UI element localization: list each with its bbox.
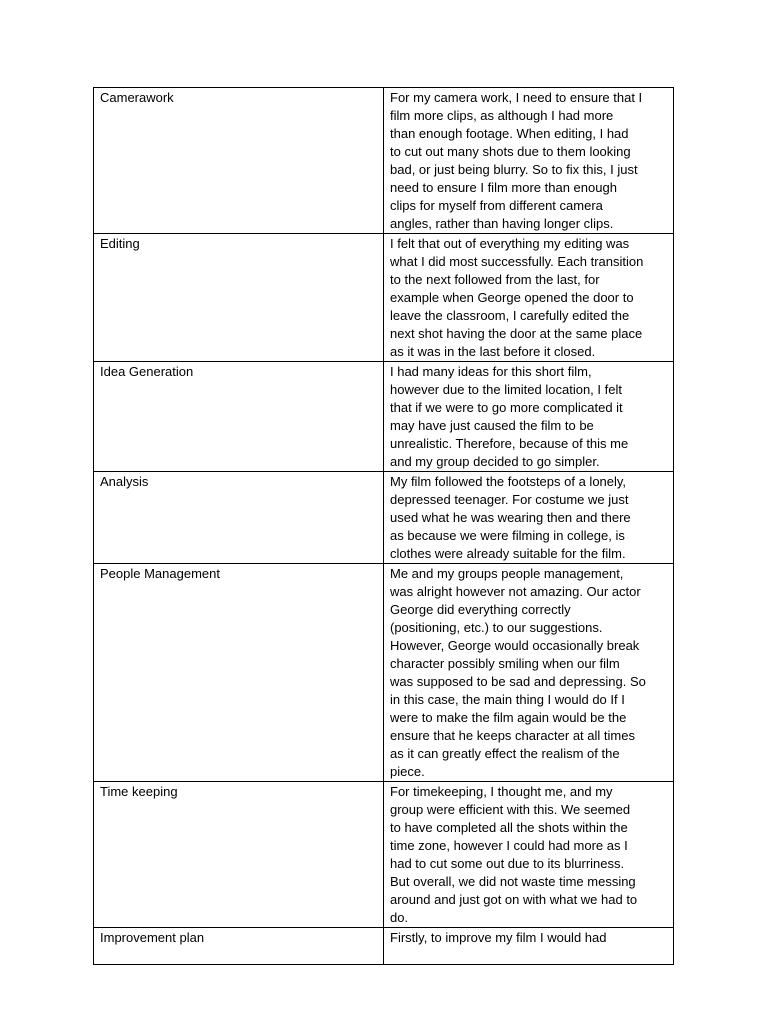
- text-line: However, George would occasionally break: [390, 638, 640, 653]
- table-row: [94, 234, 674, 362]
- text-line: were to make the film again would be the: [390, 710, 627, 725]
- text-line: But overall, we did not waste time messing: [390, 874, 636, 889]
- text-line: as it can greatly effect the realism of the: [390, 746, 620, 761]
- text-line: clothes were already suitable for the film.: [390, 546, 626, 561]
- text-line: do.: [390, 910, 409, 925]
- row-text: [384, 782, 674, 928]
- text-line: ensure that he keeps character at all times: [390, 728, 635, 743]
- text-line: group were efficient with this. We seemed: [390, 802, 631, 817]
- text-line: in this case, the main thing I would do If I: [390, 692, 625, 707]
- text-line: (positioning, etc.) to our suggestions.: [390, 620, 603, 635]
- row-text: [384, 234, 674, 362]
- text-line: may have just caused the film to be: [390, 418, 594, 433]
- text-line: around and just got on with what we had to: [390, 892, 638, 907]
- text-line: I had many ideas for this short film,: [390, 364, 592, 379]
- text-line: George did everything correctly: [390, 602, 571, 617]
- row-text: [384, 88, 674, 234]
- text-line: film more clips, as although I had more: [390, 108, 614, 123]
- row-label: Idea Generation: [94, 362, 384, 472]
- table-row: [94, 564, 674, 782]
- text-line: as because we were filming in college, is: [390, 528, 625, 543]
- row-label: Improvement plan: [94, 928, 384, 965]
- text-line: as it was in the last before it closed.: [390, 344, 596, 359]
- text-line: what I did most successfully. Each transition: [390, 254, 644, 269]
- text-line: angles, rather than having longer clips.: [390, 216, 614, 231]
- text-line: Firstly, to improve my film I would had: [390, 930, 607, 945]
- text-line: depressed teenager. For costume we just: [390, 492, 629, 507]
- table-row: [94, 362, 674, 472]
- text-line: was supposed to be sad and depressing. So: [390, 674, 646, 689]
- text-line: Me and my groups people management,: [390, 566, 624, 581]
- evaluation-table: [93, 87, 674, 965]
- text-line: to cut out many shots due to them looking: [390, 144, 631, 159]
- row-text: [384, 362, 674, 472]
- text-line: however due to the limited location, I felt: [390, 382, 622, 397]
- row-label: Camerawork: [94, 88, 384, 234]
- text-line: to the next followed from the last, for: [390, 272, 600, 287]
- evaluation-table-body: [94, 88, 674, 965]
- text-line: was alright however not amazing. Our actor: [390, 584, 641, 599]
- text-line: used what he was wearing then and there: [390, 510, 631, 525]
- row-text: [384, 472, 674, 564]
- row-label: Editing: [94, 234, 384, 362]
- text-line: unrealistic. Therefore, because of this me: [390, 436, 629, 451]
- text-line: and my group decided to go simpler.: [390, 454, 600, 469]
- text-line: example when George opened the door to: [390, 290, 634, 305]
- table-row: [94, 88, 674, 234]
- text-line: had to cut some out due to its blurriness.: [390, 856, 625, 871]
- text-line: piece.: [390, 764, 425, 779]
- text-line: My film followed the footsteps of a lonely,: [390, 474, 627, 489]
- table-row: [94, 928, 674, 965]
- text-line: bad, or just being blurry. So to fix this, I just: [390, 162, 638, 177]
- row-label: People Management: [94, 564, 384, 782]
- text-line: to have completed all the shots within the: [390, 820, 628, 835]
- table-row: [94, 472, 674, 564]
- row-text: [384, 564, 674, 782]
- table-row: [94, 782, 674, 928]
- text-line: I felt that out of everything my editing was: [390, 236, 630, 251]
- text-line: next shot having the door at the same place: [390, 326, 643, 341]
- text-line: clips for myself from different camera: [390, 198, 603, 213]
- row-text: [384, 928, 674, 965]
- row-label: Analysis: [94, 472, 384, 564]
- text-line: leave the classroom, I carefully edited the: [390, 308, 630, 323]
- text-line: time zone, however I could had more as I: [390, 838, 628, 853]
- text-line: than enough footage. When editing, I had: [390, 126, 629, 141]
- row-label: Time keeping: [94, 782, 384, 928]
- text-line: For timekeeping, I thought me, and my: [390, 784, 613, 799]
- text-line: that if we were to go more complicated it: [390, 400, 623, 415]
- text-line: need to ensure I film more than enough: [390, 180, 617, 195]
- text-line: character possibly smiling when our film: [390, 656, 620, 671]
- text-line: For my camera work, I need to ensure that I: [390, 90, 643, 105]
